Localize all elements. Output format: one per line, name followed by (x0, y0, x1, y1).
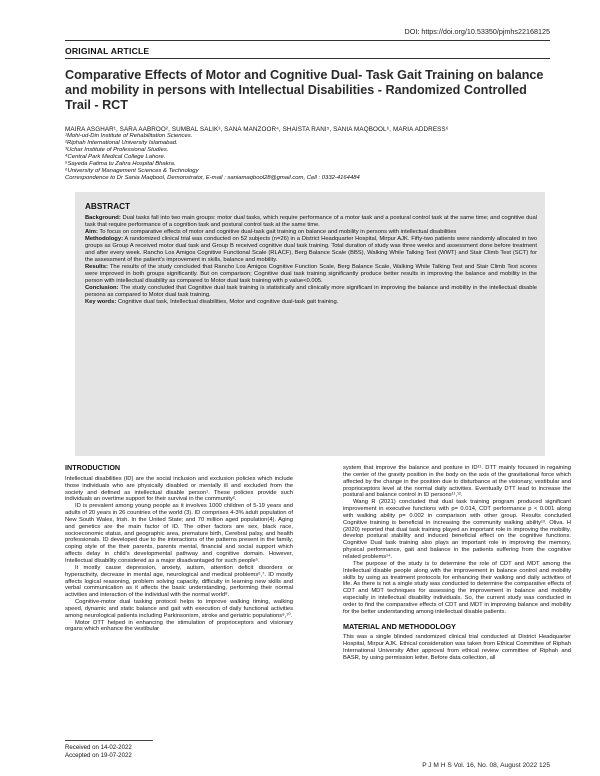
header-rule-bottom (65, 58, 550, 59)
introduction-heading: INTRODUCTION (65, 463, 121, 472)
section-label: ORIGINAL ARTICLE (65, 46, 150, 56)
abstract-results (85, 264, 537, 285)
background-label: Background: (85, 215, 121, 221)
author-block (65, 126, 550, 182)
right-column (343, 465, 571, 662)
affiliation-5: ⁵Sayeda Fatima tu Zahra Hospital Bhakra. (65, 161, 176, 167)
header-rule-top (65, 40, 550, 41)
page-footer: P J M H S Vol. 16, No. 08, August 2022 125 (422, 762, 550, 769)
methodology-label: Methodology: (85, 236, 123, 242)
affiliation-1: ¹Mohi-ud-Din Institute of Rehabilitation Sciences. (65, 133, 193, 139)
intro-paragraph-4: Cognitive-motor dual tasking protocol helps to improve walking timing, walking speed, dynamic and static balance and gait with execution of daily functional activities among neurological patients including Parkinsonism, stroke and geriatric populations⁹,¹⁰. (65, 599, 293, 619)
aim-text: To focus on comparative effects of motor and cognitive dual-task gait training on balance and mobility in persons with intellectual disabilities (99, 229, 457, 235)
abstract-conclusion (85, 285, 537, 299)
background-text: Dual tasks fall into two main groups: motor dual tasks, which require performance of a motor task and a postural control task at the same time; and cognitive dual task that require performance of a cognition task and postural control task at the same time. (85, 215, 537, 228)
article-title: Comparative Effects of Motor and Cognitive Dual- Task Gait Training on balance and mobility in persons with Intellectual Disabilities - Randomized Controlled Trail - RCT (65, 68, 544, 112)
right-paragraph-1: system that improve the balance and posture in ID¹¹. DTT mainly focused in regaining the center of the gravity position in the body on the axis of the gravitational force which affected by the change in the position due to disturbance at the visionary, vestibular and proprioceptors level at the normal daily activities. Eventually DTT lead to increase the postural and balance control in ID persons¹¹,¹². (343, 465, 571, 499)
abstract-methodology (85, 236, 537, 264)
abstract-heading: ABSTRACT (85, 202, 131, 211)
conclusion-text: The study concluded that Cognitive dual task training is statistically and clinically more significant in improving the balance and mobility in the intellectual disable persons as compared to Motor dual task training. (85, 285, 537, 298)
accepted-date: Accepted on 19-07-2022 (65, 752, 132, 759)
intro-paragraph-5: Motor DTT helped in enhancing the stimulation of proprioceptors and visionary organs which enhance the vestibular (65, 619, 293, 633)
dates-rule (65, 740, 153, 741)
methodology-text: A randomized clinical trial was conducted on 52 subjects (n=26) in a District Headquarter Hospital, Mirpur AJK. Fifty-two patients were randomly allocated in two groups as Group A received motor dual task and Group B received cognitive dual task training. Total duration of study was three weeks and assessment done before treatment and after every week. Rancho Los Amigos Cognitive Functional Scale (RLACF), Berg Balance Scale (BBS), Walking While Talking Test (WWT) and Stair Climb Test (SCT) for the assessment of the patient's improvement in skills, balance and mobility. (85, 236, 537, 263)
keywords-label: Key words: (85, 299, 117, 305)
intro-paragraph-3: It mostly cause depression, anxiety, autism, attention deficit disorders or hyperactivity, decrease in mental age, neurological and medical problems⁶,⁷. ID mostly affects logical reasoning, problem solving capacity, difficulty in learning new skills and verbal communication as it affects the basic understanding, performing their normal activities and interaction of the individual with the normal world⁸. (65, 564, 293, 599)
affiliation-3: ³Uchar Institute of Professional Studies. (65, 147, 169, 153)
affiliation-4: ⁴Central Park Medical College Lahore. (65, 154, 166, 160)
results-text: The results of the study concluded that Rancho Los Amigos Cognitive Function Scale, Berg Balance Scale, Walking While Talking Test and Stair Climb Test scores were improved in both groups significantly. But on comparison; Cognitive dual task training significantly produce better results in improving the balance and mobility in the person with intellectual disability as compared to Motor dual task training with p value<0.005. (85, 264, 537, 284)
results-label: Results: (85, 264, 108, 270)
doi-link[interactable]: DOI: https://doi.org/10.53350/pjmhs22168125 (404, 27, 550, 36)
conclusion-label: Conclusion: (85, 285, 119, 291)
intro-paragraph-2: ID is prevalent among young people as it involves 1000 children of 5-19 years and adults of 20 years in 26 countries of the world (3). ID comprises 4-3% adult population of New South Wales, Irish. In the United State; and 70 million aged population(4). Aging and genetics are the main factor of ID. The other factors are sex, black race, socioeconomic status, and geographic area, premature birth, Cerebral palsy, and health professionals. ID developed due to the interactions of the patterns present in the family, coping style of the their parents, parents mental, financial and social support which affects delay in child's developmental pathway and cognitive domain. However, Intellectual disability considered as a major disadvantaged for such people⁵. (65, 503, 293, 564)
right-paragraph-3: The purpose of the study is to determine the role of CDT and MDT among the Intellectual disable people along with the improvement in balance control and mobility skills by using as treatment protocols for enhancing their walking and daily activities of life. As there is not a single study was conducted to determine the comparative effects of CDT and MDT techniques for assessing the improvement in balance and mobility especially in intellectual disability individuals. So, the current study was conducted in order to find the comparative effects of CDT and MDT in improving balance and mobility for the better understanding among intellectual disable patients. (343, 560, 571, 615)
right-paragraph-2: Wang R (2021) concluded that dual task training program produced significant improvement in executive functions with p= 0.014, CDT performance p < 0.001 along with walking ability p= 0.002 in comparison with other group. Results concluded Cognitive training is beneficial in increasing the community walking ability¹³. Oliva. H (2020) reported that dual task training played an important role in improving the mobility, develop postural stability and induced beneficial effect on the cognitive functions. Cognitive Dual task training also plays an important role in improving the memory, physical performance, gait and balance in the patients suffering from the cognitive related problems¹⁴. (343, 499, 571, 560)
abstract-keywords (85, 299, 537, 306)
keywords-text: Cognitive dual task, Intellectual disabilities, Motor and cognitive dual-task gait training. (117, 299, 339, 305)
dates-block (65, 744, 132, 760)
aim-label: Aim: (85, 229, 98, 235)
intro-paragraph-1: Intellectual disabilities (ID) are the social inclusion and exclusion policies which include those individuals who are physically disabled or mentally ill and excluded from the society and defined as intellectual disable person¹. These policies provide such individuals an overtime support for their survival in the community². (65, 475, 293, 503)
methodology-heading: MATERIAL AND METHODOLOGY (343, 621, 456, 631)
received-date: Received on 14-02-2022 (65, 744, 132, 751)
correspondence: Correspondence to Dr Sania Maqbool, Demonstrator, E-mail : saniamaqbool28@gmail.com, Cell : 0332-4164484 (65, 175, 360, 181)
abstract-body (85, 215, 537, 306)
right-paragraph-4: This was a single blinded randomized clinical trial conducted at District Headquarter Hospital, Mirpur AJK. Ethical consideration was taken from Ethical Committee of Riphah International University After approval from ethical review committee of Riphah and BASR, by using permission letter. Before data collection, all (343, 634, 571, 661)
abstract-box (75, 192, 545, 456)
author-list: MAIRA ASGHAR¹, SARA AABROO², SUMBAL SALIK³, SANA MANZOOR⁴, SHAISTA RANI⁵, SANIA MAQBOOL⁶, MARIA ADDRESS⁶ (65, 126, 449, 133)
left-column (65, 465, 293, 633)
affiliation-2: ²Riphah International University Islamabad. (65, 140, 178, 146)
abstract-aim (85, 229, 537, 236)
affiliation-6: ⁶University of Management Sciences & Technology (65, 168, 199, 174)
abstract-background (85, 215, 537, 229)
